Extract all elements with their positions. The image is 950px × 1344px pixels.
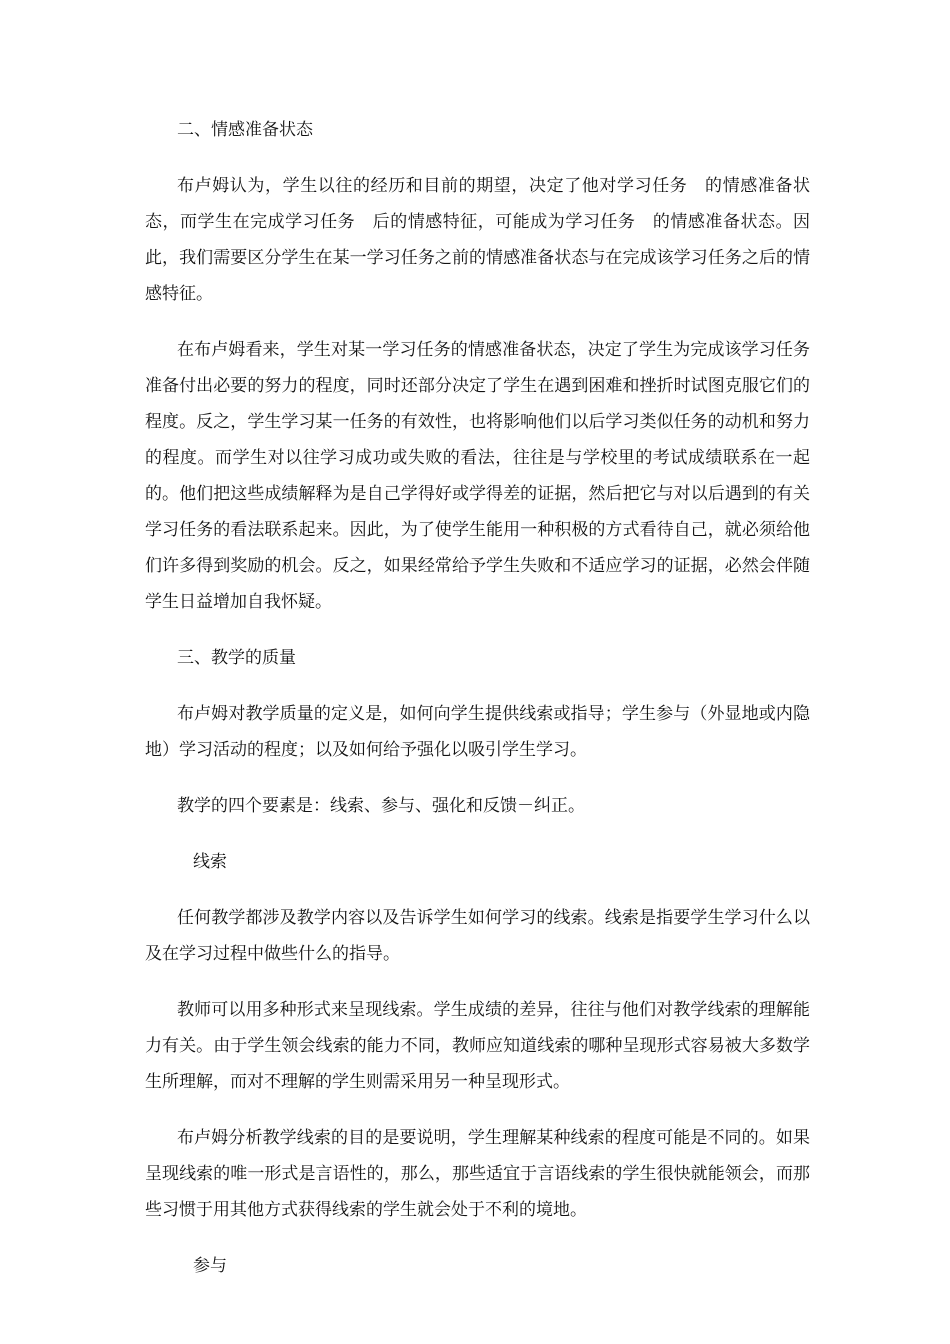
paragraph: 在布卢姆看来，学生对某一学习任务的情感准备状态，决定了学生为完成该学习任务准备付出必要的努力的程度，同时还部分决定了学生在遇到困难和挫折时试图克服它们的程度。反之，学生学习某一任务的有效性，也将影响他们以后学习类似任务的动机和努力的程度。而学生对以往学习成功或失败的看法，往往是与学校里的考试成绩联系在一起的。他们把这些成绩解释为是自己学得好或学得差的证据，然后把它与对以后遇到的有关学习任务的看法联系起来。因此，为了使学生能用一种积极的方式看待自己，就必须给他们许多得到奖励的机会。反之，如果经常给予学生失败和不适应学习的证据，必然会伴随学生日益增加自我怀疑。: [145, 340, 810, 612]
subheading-cues: 线索: [193, 852, 227, 872]
paragraph: 布卢姆认为，学生以往的经历和目前的期望，决定了他对学习任务 的情感准备状态，而学生在完成学习任务 后的情感特征，可能成为学习任务 的情感准备状态。因此，我们需要区分学生在某一学习任务之前的情感准备状态与在完成该学习任务之后的情感特征。: [145, 176, 810, 304]
paragraph: 教师可以用多种形式来呈现线索。学生成绩的差异，往往与他们对教学线索的理解能力有关。由于学生领会线索的能力不同，教师应知道线索的哪种呈现形式容易被大多数学生所理解，而对不理解的学生则需采用另一种呈现形式。: [145, 1000, 810, 1092]
paragraph: 布卢姆分析教学线索的目的是要说明，学生理解某种线索的程度可能是不同的。如果呈现线索的唯一形式是言语性的，那么，那些适宜于言语线索的学生很快就能领会，而那些习惯于用其他方式获得线索的学生就会处于不利的境地。: [145, 1128, 810, 1220]
paragraph: 布卢姆对教学质量的定义是，如何向学生提供线索或指导；学生参与（外显地或内隐地）学习活动的程度；以及如何给予强化以吸引学生学习。: [145, 704, 810, 760]
subheading-participation: 参与: [193, 1256, 227, 1276]
section-heading-affective-readiness: 二、情感准备状态: [177, 120, 313, 140]
document-body: [145, 112, 810, 1304]
section-heading-instruction-quality: 三、教学的质量: [177, 648, 296, 668]
paragraph: 教学的四个要素是：线索、参与、强化和反馈－纠正。: [177, 796, 585, 816]
paragraph: 任何教学都涉及教学内容以及告诉学生如何学习的线索。线索是指要学生学习什么以及在学习过程中做些什么的指导。: [145, 908, 810, 964]
